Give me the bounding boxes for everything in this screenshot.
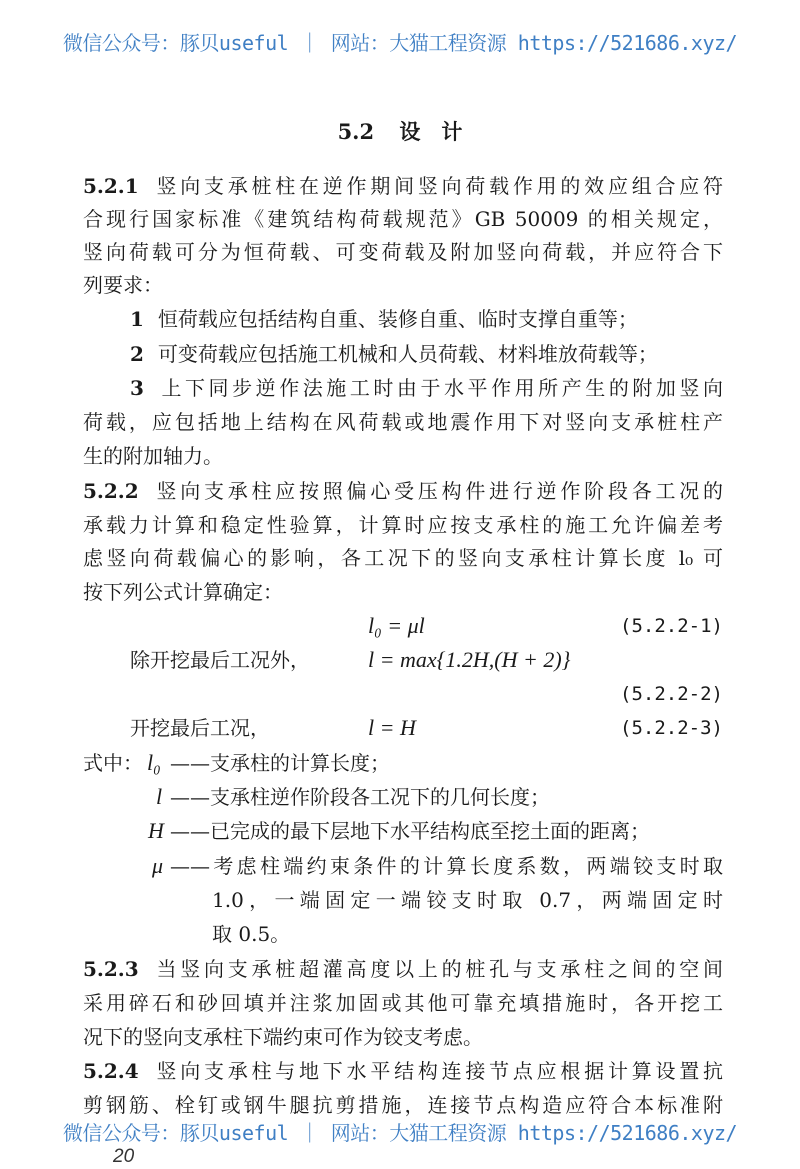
- definition: ——支承柱逆作阶段各工况下的几何长度；: [170, 785, 550, 809]
- line: 合现行国家标准《建筑结构荷载规范》GB 50009 的相关规定，: [83, 207, 723, 231]
- line: 竖向荷载可分为恒荷载、可变荷载及附加竖向荷载，并应符合下: [83, 240, 723, 264]
- line: 竖向支承桩柱在逆作期间竖向荷载作用的效应组合应符: [152, 174, 723, 198]
- clause-number: 5.2.3: [83, 957, 139, 981]
- item-number: 2: [130, 342, 144, 366]
- formula-3: l = H: [368, 715, 416, 740]
- line: 况下的竖向支承柱下端约束可作为铰支考虑。: [83, 1025, 483, 1049]
- line: 当竖向支承桩超灌高度以上的桩孔与支承柱之间的空间: [152, 957, 723, 981]
- watermark-bottom: 微信公众号：豚贝useful ｜ 网站：大猫工程资源 https://521686.xyz/: [62, 1121, 738, 1145]
- definition: ——支承柱的计算长度；: [170, 751, 390, 775]
- equation-number: (5.2.2-1): [620, 615, 723, 637]
- clause-5-2-4: [83, 1057, 723, 1085]
- item-number: 3: [130, 376, 144, 400]
- equation-number: (5.2.2-3): [620, 717, 723, 739]
- line: 剪钢筋、栓钉或钢牛腿抗剪措施，连接节点构造应符合本标准附: [83, 1093, 723, 1117]
- formula-label: 开挖最后工况，: [130, 716, 270, 740]
- line: 恒荷载应包括结构自重、装修自重、临时支撑自重等；: [157, 307, 638, 331]
- line: 按下列公式计算确定：: [83, 580, 283, 604]
- item-number: 1: [130, 307, 144, 331]
- item-2: [130, 340, 723, 368]
- item-1: [130, 305, 723, 333]
- definition: 取 0.5。: [212, 922, 291, 946]
- line: 虑竖向荷载偏心的影响，各工况下的竖向支承柱计算长度 l₀ 可: [83, 546, 723, 570]
- definition: ——已完成的最下层地下水平结构底至挖土面的距离；: [170, 819, 650, 843]
- where-intro: 式中：: [83, 751, 143, 775]
- symbol: l: [156, 784, 163, 809]
- clause-number: 5.2.1: [83, 174, 139, 198]
- line: 生的附加轴力。: [83, 444, 223, 468]
- line: 荷载，应包括地上结构在风荷载或地震作用下对竖向支承桩柱产: [83, 410, 723, 434]
- symbol: μ: [152, 853, 164, 878]
- clause-number: 5.2.2: [83, 479, 139, 503]
- equation-number: (5.2.2-2): [620, 683, 723, 705]
- line: 竖向支承柱应按照偏心受压构件进行逆作阶段各工况的: [152, 479, 723, 503]
- section-title: 5.2 设 计: [337, 119, 463, 144]
- definition: ——考虑柱端约束条件的计算长度系数，两端铰支时取: [170, 854, 723, 878]
- symbol: H: [148, 818, 164, 843]
- clause-number: 5.2.4: [83, 1059, 139, 1083]
- line: 竖向支承柱与地下水平结构连接节点应根据计算设置抗: [152, 1059, 723, 1083]
- page-number: 20: [113, 1146, 135, 1167]
- definition: 1.0，一端固定一端铰支时取 0.7，两端固定时: [212, 888, 723, 912]
- line: 采用碎石和砂回填并注浆加固或其他可靠充填措施时，各开挖工: [83, 991, 723, 1015]
- line: 承载力计算和稳定性验算，计算时应按支承柱的施工允许偏差考: [83, 513, 723, 537]
- watermark-top: 微信公众号：豚贝useful ｜ 网站：大猫工程资源 https://521686.xyz/: [62, 31, 738, 55]
- clause-5-2-1: [83, 172, 723, 200]
- clause-5-2-3: [83, 955, 723, 983]
- formula-label: 除开挖最后工况外，: [130, 648, 310, 672]
- formula-2: l = max{1.2H,(H + 2)}: [368, 647, 571, 672]
- formula-1: l₀ = μl: [368, 613, 425, 638]
- line: 列要求：: [83, 273, 163, 297]
- symbol: l₀: [147, 750, 161, 775]
- item-3: [130, 374, 723, 402]
- line: 上下同步逆作法施工时由于水平作用所产生的附加竖向: [157, 376, 723, 400]
- clause-5-2-2: [83, 477, 723, 505]
- line: 可变荷载应包括施工机械和人员荷载、材料堆放荷载等；: [157, 342, 658, 366]
